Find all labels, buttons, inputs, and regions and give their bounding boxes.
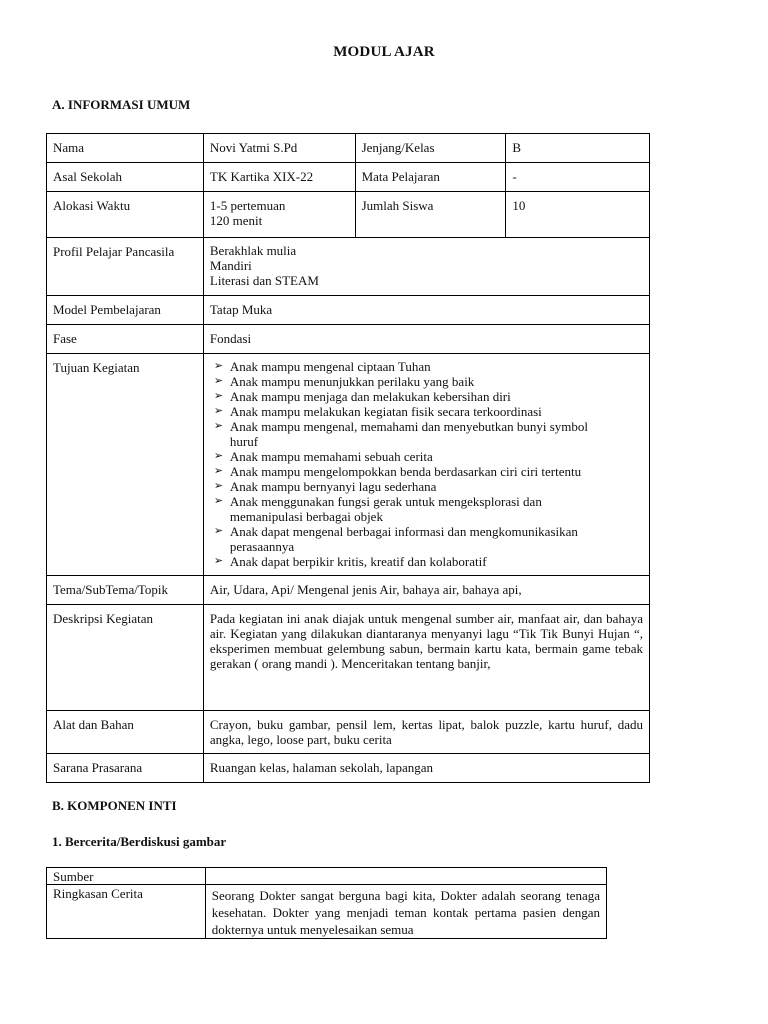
list-item: ➢ Anak dapat mengenal berbagai informasi dan mengkomunikasikan perasaannya: [210, 524, 643, 554]
cerita-value-cell: [205, 868, 606, 885]
cerita-value-cell: [205, 885, 606, 939]
jumlah-value: 10: [512, 198, 526, 213]
info-label-cell: [47, 163, 204, 192]
info-label-cell: [355, 163, 506, 192]
tema-value: Air, Udara, Api/ Mengenal jenis Air, bahaya air, bahaya api,: [209, 582, 522, 597]
alokasi-value-2: 120 menit: [209, 213, 263, 228]
mapel-label: Mata Pelajaran: [361, 169, 440, 184]
nama-value: Novi Yatmi S.Pd: [209, 140, 298, 155]
info-value-cell: [203, 754, 649, 783]
sumber-label: Sumber: [53, 869, 94, 884]
nama-label: Nama: [53, 140, 85, 155]
info-table: [46, 133, 650, 783]
alat-value: Crayon, buku gambar, pensil lem, kertas lipat, balok puzzle, kartu huruf, dadu angka, lego, loose part, buku cerita: [209, 717, 643, 747]
info-label-cell: [47, 238, 204, 296]
alokasi-value-1: 1-5 pertemuan: [209, 198, 286, 213]
list-item: ➢ Anak mampu memahami sebuah cerita: [210, 449, 643, 464]
list-item: ➢ Anak mampu mengenal ciptaan Tuhan: [210, 359, 643, 374]
info-label-cell: [355, 134, 506, 163]
info-label-cell: [47, 192, 204, 238]
tujuan-label: Tujuan Kegiatan: [53, 360, 140, 375]
info-value-cell: [506, 192, 650, 238]
list-item: ➢ Anak dapat berpikir kritis, kreatif dan kolaboratif: [210, 554, 643, 569]
tujuan-list: [210, 359, 643, 569]
info-value-cell: [203, 134, 355, 163]
info-value-cell: [203, 711, 649, 754]
list-item: ➢ Anak mampu mengenal, memahami dan menyebutkan bunyi symbol huruf: [210, 419, 643, 449]
list-item: ➢ Anak mampu melakukan kegiatan fisik secara terkoordinasi: [210, 404, 643, 419]
info-label-cell: [355, 192, 506, 238]
list-item: ➢ Anak mampu menjaga dan melakukan kebersihan diri: [210, 389, 643, 404]
tema-label: Tema/SubTema/Topik: [53, 582, 168, 597]
model-label: Model Pembelajaran: [53, 302, 161, 317]
info-label-cell: [47, 754, 204, 783]
info-value-cell: [506, 163, 650, 192]
section-b-heading: B. KOMPONEN INTI: [52, 798, 177, 813]
list-item: ➢ Anak mampu bernyanyi lagu sederhana: [210, 479, 643, 494]
info-label-cell: [47, 325, 204, 354]
info-label-cell: [47, 354, 204, 576]
list-item: ➢ Anak mampu menunjukkan perilaku yang baik: [210, 374, 643, 389]
document-title: MODUL AJAR: [333, 44, 435, 60]
sarana-value: Ruangan kelas, halaman sekolah, lapangan: [209, 760, 433, 775]
info-value-cell: [203, 605, 649, 711]
cerita-table: [46, 867, 607, 939]
list-item: ➢ Anak mampu mengelompokkan benda berdasarkan ciri ciri tertentu: [210, 464, 643, 479]
profil-value-2: Mandiri: [209, 258, 252, 273]
alokasi-label: Alokasi Waktu: [53, 198, 131, 213]
info-label-cell: [47, 711, 204, 754]
fase-value: Fondasi: [209, 331, 252, 346]
section-a-heading: A. INFORMASI UMUM: [52, 97, 191, 112]
info-value-cell: [203, 238, 649, 296]
info-value-cell: [203, 163, 355, 192]
model-value: Tatap Muka: [209, 302, 273, 317]
info-value-cell: [506, 134, 650, 163]
sarana-label: Sarana Prasarana: [53, 760, 143, 775]
ringkasan-label: Ringkasan Cerita: [53, 886, 143, 901]
alat-label: Alat dan Bahan: [53, 717, 134, 732]
cerita-label-cell: [47, 868, 206, 885]
info-label-cell: [47, 605, 204, 711]
jenjang-value: B: [512, 140, 522, 155]
jenjang-label: Jenjang/Kelas: [361, 140, 435, 155]
info-value-cell: [203, 354, 649, 576]
asal-value: TK Kartika XIX-22: [209, 169, 314, 184]
deskripsi-label: Deskripsi Kegiatan: [53, 611, 154, 626]
deskripsi-value: Pada kegiatan ini anak diajak untuk mengenal sumber air, manfaat air, dan bahaya air. Kegiatan yang dilakukan diantaranya menyanyi lagu “Tik Tik Bunyi Hujan “, eksperimen membuat gelembung sabun, bermain kartu kata, bermain game tebak gerakan ( orang mandi ). Menceritakan tentang banjir,: [209, 611, 643, 671]
info-value-cell: [203, 296, 649, 325]
info-label-cell: [47, 296, 204, 325]
profil-value-3: Literasi dan STEAM: [209, 273, 319, 288]
sumber-value: [206, 868, 606, 869]
subsection-1-heading: 1. Bercerita/Berdiskusi gambar: [52, 834, 227, 849]
info-label-cell: [47, 134, 204, 163]
cerita-label-cell: [47, 885, 206, 939]
info-value-cell: [203, 192, 355, 238]
list-item: ➢ Anak menggunakan fungsi gerak untuk mengeksplorasi dan memanipulasi berbagai objek: [210, 494, 643, 524]
profil-label: Profil Pelajar Pancasila: [53, 244, 175, 259]
asal-label: Asal Sekolah: [53, 169, 122, 184]
info-label-cell: [47, 576, 204, 605]
jumlah-label: Jumlah Siswa: [361, 198, 434, 213]
fase-label: Fase: [53, 331, 77, 346]
info-value-cell: [203, 576, 649, 605]
profil-value-1: Berakhlak mulia: [209, 243, 297, 258]
mapel-value: -: [512, 169, 517, 184]
ringkasan-value: Seorang Dokter sangat berguna bagi kita, Dokter adalah seorang tenaga kesehatan. Dokter yang menjadi teman kontak pertama pasien dengan dokternya untuk menyelesaikan semua: [211, 888, 600, 937]
info-value-cell: [203, 325, 649, 354]
